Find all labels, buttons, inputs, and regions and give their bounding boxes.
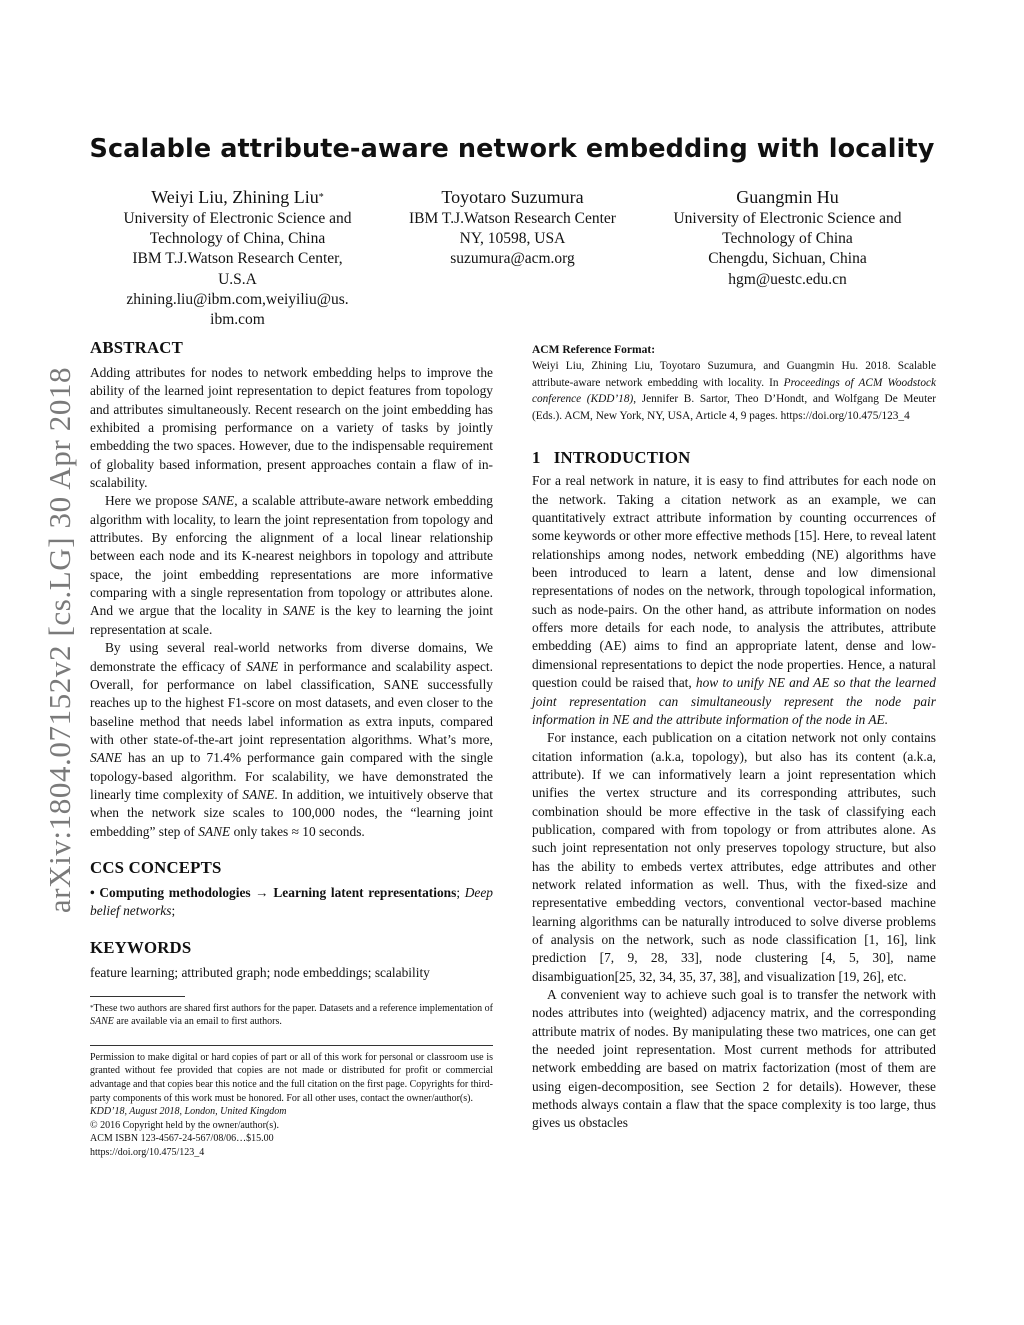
paper-title: Scalable attribute-aware network embedding with locality xyxy=(89,134,935,164)
ccs-concepts: • Computing methodologies → Learning latent representations; Deep belief networks; xyxy=(90,884,493,919)
author-name: Toyotaro Suzumura xyxy=(441,187,584,207)
abstract-paragraph: Adding attributes for nodes to network embedding helps to improve the ability of the learned joint representation to depict features from topology and attributes simultaneously. Recent research on the joint embedding has exhibited a promising performance on a variety of tasks by jointly embedding the two spaces. However, due to the indispensable requirement of globality based information, present approaches contain a flaw of in-scalability. xyxy=(90,365,493,491)
abstract-paragraph: By using several real-world networks from diverse domains, We demonstrate the efficacy of SANE in performance and scalability aspect. Overall, for performance on label classification, SANE successfully reaches up to the highest F1-score on most datasets, and even closer to the baseline method that needs label information as extra inputs, compared with other state-of-the-art joint representation algorithms. What’s more, SANE has an up to 71.4% performance gain compared with the single topology-based algorithm. For scalability, we have demonstrated the linearly time complexity of SANE. In addition, we intuitively observe that when the network size scales to 100,000 nodes, the “learning joint embedding” step of SANE only takes ≈ 10 seconds. xyxy=(90,640,493,839)
introduction-heading: 1 INTRODUCTION xyxy=(532,448,691,468)
right-column xyxy=(532,342,936,1133)
abstract-heading: ABSTRACT xyxy=(90,338,183,357)
arxiv-identifier: arXiv:1804.07152v2 [cs.LG] 30 Apr 2018 xyxy=(42,366,77,914)
author-email: zhining.liu@ibm.com,weiyiliu@us. xyxy=(126,290,349,308)
permission-notice: Permission to make digital or hard copies of part or all of this work for personal or classroom use is granted without fee provided that copies are not made or distributed for profit or commercial advantage and that copies bear this notice and the full citation on the first page. Copyrights for third-party components of this work must be honored. For all other uses, contact the owner/author(s). xyxy=(90,1051,493,1104)
author-email: ibm.com xyxy=(210,311,265,329)
ccs-heading: CCS CONCEPTS xyxy=(90,857,222,877)
venue-line: KDD’18, August 2018, London, United Kingdom xyxy=(90,1106,287,1118)
keywords-heading: KEYWORDS xyxy=(90,937,192,957)
footnote: *These two authors are shared first authors for the paper. Datasets and a reference implementation of SANE are available via an email to first authors. xyxy=(90,1002,493,1028)
copyright-line: © 2016 Copyright held by the owner/author(s). xyxy=(90,1119,279,1131)
reference-format-text: Weiyi Liu, Zhining Liu, Toyotaro Suzumura, and Guangmin Hu. 2018. Scalable attribute-aware network embedding with locality. In Proceedings of ACM Woodstock conference (KDD’18), Jennifer B. Sartor, Theo D’Hondt, and Wolfgang De Meuter (Eds.). ACM, New York, NY, USA, Article 4, 9 pages. https://doi.org/10.475/123_4 xyxy=(532,360,936,422)
author-name: Guangmin Hu xyxy=(736,187,839,207)
author-affiliation: University of Electronic Science and xyxy=(673,210,902,227)
keywords-text: feature learning; attributed graph; node embeddings; scalability xyxy=(90,964,430,980)
author-affiliation: Technology of China xyxy=(722,230,853,248)
left-column xyxy=(90,338,493,1160)
author-affiliation: University of Electronic Science and xyxy=(123,210,352,227)
author-affiliation: Technology of China, China xyxy=(149,230,326,248)
author-affiliation: IBM T.J.Watson Research Center, xyxy=(132,250,343,268)
isbn-line: ACM ISBN 123-4567-24-567/08/06…$15.00 xyxy=(90,1133,274,1145)
author-affiliation: IBM T.J.Watson Research Center xyxy=(409,210,616,227)
author-email: suzumura@acm.org xyxy=(450,250,575,268)
author-name: Weiyi Liu, Zhining Liu* xyxy=(151,187,324,207)
abstract-paragraph: Here we propose SANE, a scalable attribute-aware network embedding algorithm with locality, to learn the joint representation from topology and attributes. By enforcing the alignment of a local linear relationship between each node and its K-nearest neighbors in topology and attribute space, the joint embedding representations are more informative comparing with a single representation from topology or attributes alone. And we argue that the locality in SANE is the key to learning the joint representation at scale. xyxy=(90,493,493,637)
author-email: hgm@uestc.edu.cn xyxy=(728,270,847,288)
reference-format-label: ACM Reference Format: xyxy=(532,344,656,356)
author-block-1 xyxy=(95,186,380,330)
doi-link[interactable]: https://doi.org/10.475/123_4 xyxy=(90,1146,205,1158)
intro-paragraph: For a real network in nature, it is easy to find attributes for each node on the network. Taking a citation network as an example, we can quantitatively extract attribute information by counting occurrences of some keywords or other more effective methods [15]. Here, to reveal latent relationships among nodes, network embedding (NE) algorithms have been introduced to learn a latent, dense and low dimensional representations of nodes on the network, through topological information, such as node-pairs. On the other hand, as attribute information on nodes offers more details for each node, to analysis the attributes, attribute embedding (AE) aims to find an appropriate latent, dense and low-dimensional representations to depict the node properties. Hence, a natural question could be raised that, how to unify NE and AE so that the learned joint representation can simultaneously represent the node pair information in NE and the attribute information of the node in AE. xyxy=(532,473,936,727)
author-block-3 xyxy=(645,186,930,290)
intro-paragraph: For instance, each publication on a citation network not only contains citation information (a.k.a, topology), but also has its content (a.k.a, attribute). If we can informatively learn a joint representation which unifies the vertex structure and its corresponding attributes, such combination should be more effective in the task of classifying each publication, compared with from topology or from attributes alone. As such joint representation not only preserves topology structure, but also has the ability to embeds vertex attributes, edge attributes and other network related information as well. Thus, with the fixed-size and representative embedding vectors, conventional vector-based machine learning algorithms can be naturally introduced to solve diverse problems of analysis on the network, such as node classification [1, 16], link prediction [7, 9, 28, 33], node clustering [4, 5, 30], name disambiguation[25, 32, 34, 35, 37, 38], and visualization [19, 26], etc. xyxy=(532,730,936,984)
author-affiliation: Chengdu, Sichuan, China xyxy=(708,250,867,268)
author-affiliation: U.S.A xyxy=(218,270,257,288)
author-block-2 xyxy=(380,186,645,270)
author-affiliation: NY, 10598, USA xyxy=(459,230,566,248)
intro-paragraph: A convenient way to achieve such goal is to transfer the network with nodes attributes into (weighted) adjacency matrix, and the corresponding attribute matrix of nodes. By manipulating these two matrices, one can get the needed joint representation. Most current methods for attributed network embedding are based on matrix factorization (most of them are using eigen-decomposition, see Section 2 for details). However, these methods always contain a flaw that the space complexity is too large, thus gives us obstacles xyxy=(532,987,936,1131)
author-footnote-mark: * xyxy=(318,192,324,203)
